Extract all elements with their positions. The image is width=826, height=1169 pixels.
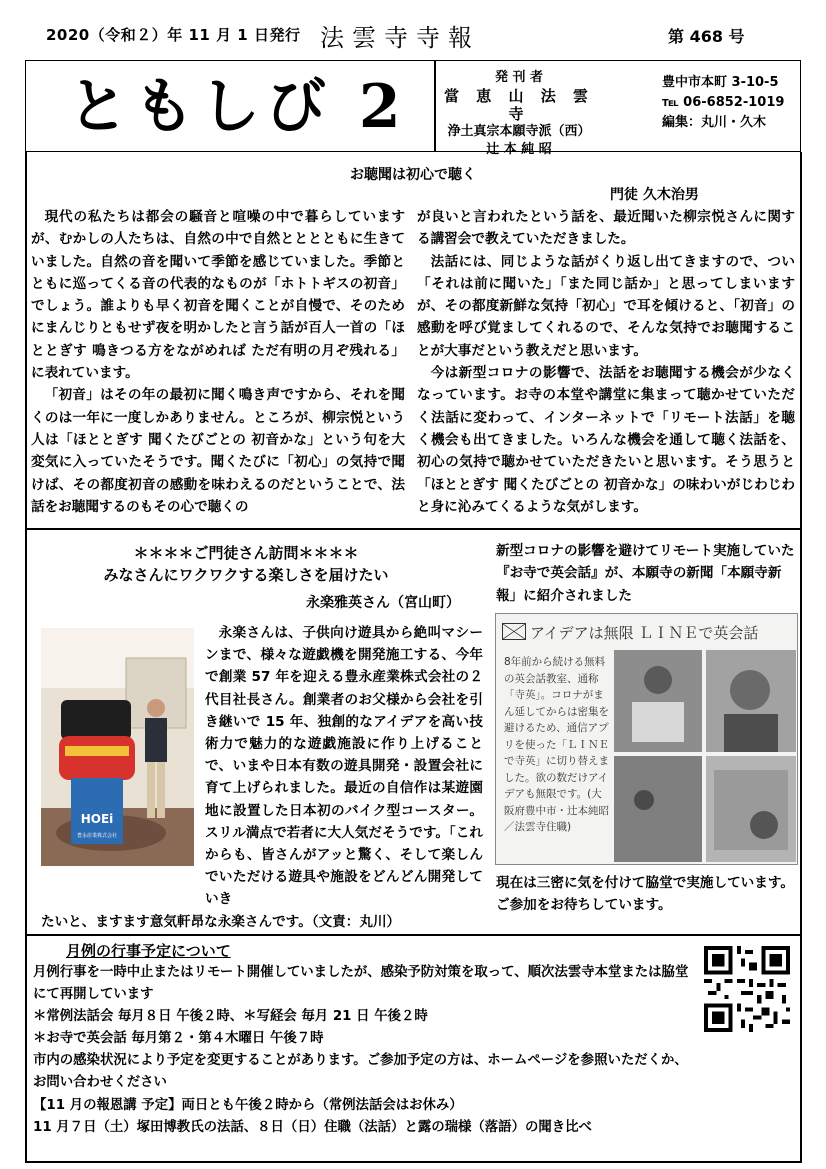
member-photo [41, 628, 194, 866]
photo-illustration [41, 628, 194, 866]
news-text: 新型コロナの影響を避けてリモート実施していた『お寺で英会話』が、本願寺の新聞「本願寺新報」に紹介されました [496, 543, 795, 604]
photo-sign-text: HOEi [80, 812, 114, 826]
feature-heading: ＊＊＊＊ご門徒さん訪問＊＊＊＊ [133, 544, 359, 562]
sect-name: 浄土真宗本願寺派（西） [447, 124, 591, 139]
paragraph: 法話には、同じような話がくり返し出てきますので、つい「それは前に聞いた」「また同じ話か」と思ってしまいますが、その都度新鮮な気持「初心」で耳を傾けると、「初音」の感動を呼び覚ましてくれるので、そんな気持でお聴聞することが大事だという教えだと思います。 [417, 253, 795, 359]
editors: 編集：丸川・久木 [662, 115, 767, 130]
section-divider [25, 528, 802, 530]
priest-name: 辻 本 純 昭 [486, 142, 552, 157]
masthead-divider [434, 61, 436, 151]
frame-bottom [25, 1161, 802, 1163]
feature-closing: たいと、ますます意気軒昂な永楽さんです。（文責：丸川） [41, 914, 401, 930]
phone: ℡ 06-6852-1019 [662, 95, 785, 110]
events-title: 月例の行事予定について [66, 942, 231, 960]
photo-sign-subtext: 豊永産業株式会社 [76, 833, 118, 839]
paragraph: が良いと言われたという話を、最近聞いた柳宗悦さんに関する講習会で教えていただきました。 [417, 209, 795, 248]
publisher-block [444, 69, 594, 159]
events-line: 市内の感染状況により予定を変更することがあります。ご参加予定の方は、ホームページを参照いただくか、お問い合わせください [33, 1053, 688, 1091]
newsletter-title: ともしび 2 [68, 72, 407, 142]
events-line: ＊常例法話会 毎月８日 午後２時、＊写経会 毎月 21 日 午後２時 [33, 1009, 428, 1025]
events-line: 月例行事を一時中止またはリモート開催していましたが、感染予防対策を取って、順次法雲寺本堂または脇堂にて再開しています [33, 965, 689, 1003]
issue-number: 第 468 号 [668, 27, 745, 46]
video-call-photos [614, 650, 796, 862]
newsletter-name: 法雲寺寺報 [320, 24, 480, 52]
feature-subtitle: みなさんにワクワクする楽しさを届けたい [103, 566, 389, 584]
paragraph: 現代の私たちは都会の騒音と喧噪の中で暮らしていますが、むかしの人たちは、自然の中で自然とととともに生きていました。自然の音を聞いて季節を感じていました。季節とともに巡ってくる音の代表的なものが「ホトトギスの初音」でしょう。誰よりも早く初音を聞くことが自慢で、そのためにまんじりともせず夜を明かしたと言う話が百人一首の「ほととぎす 鳴きつる方をながめれば ただ有明の月ぞ残れる」に表れています。 [31, 209, 405, 382]
qr-code[interactable] [704, 946, 790, 1032]
feature-body [205, 622, 483, 911]
paragraph: 永楽さんは、子供向け遊具から絶叫マシーンまで、様々な遊戯機を開発施工する、今年で創業 57 年を迎える豊永産業株式会社の２代目社長さん。創業者のお父様から会社を引き継いで 15 年、独創的なアイデアを高い技術力で魅力的な遊戯施設に作り上げることで、いまや日本有数の遊具開発・設置会社に育て上げられました。最近の自信作は某遊園地に設置した日本初のバイク型コースター。スリル満点で若者に大人気だそうです。「これからも、皆さんがアッと驚く、そして楽しんでいただける遊具や施設をどんどん開発していき [205, 625, 483, 908]
paragraph: 「初音」はその年の最初に聞く鳴き声ですから、それを聞くのは一年に一度しかありません。ところが、柳宗悦という人は「ほととぎす 聞くたびごとの 初音かな」という句を大変気に入っていたそうです。聞くたびに「初心」の気持で聞けば、その都度初音の感動を味わえるのだということで、法話をお聴聞するのもその心で聴くの [31, 387, 405, 515]
contact-block [662, 73, 784, 133]
temple-name: 當 恵 山 法 雲 寺 [444, 87, 594, 123]
article-author: 門徒 久木治男 [610, 187, 699, 203]
frame-right [800, 152, 802, 1162]
events-line: 【11 月の報恩講 予定】両日とも午後２時から（常例法話会はお休み） [33, 1097, 463, 1113]
clipping-title [502, 622, 758, 643]
mail-icon [502, 623, 526, 640]
newspaper-clipping [495, 613, 798, 865]
address: 豊中市本町 3-10-5 [662, 75, 779, 90]
frame-left [25, 152, 27, 1162]
feature-author: 永楽雅英さん（宮山町） [306, 595, 460, 611]
masthead [25, 60, 801, 157]
events-line: 11 月７日（土）塚田博教氏の法話、８日（日）住職（法話）と露の瑞様（落語）の聞き比べ [33, 1119, 592, 1135]
issue-date: 2020（令和２）年 11 月 1 日発行 [46, 26, 301, 44]
events-body [33, 962, 693, 1139]
section-divider [25, 934, 802, 936]
clipping-body: 8年前から続ける無料の英会話教室、通称「寺英」。コロナがまん延してからは密集を避けるため、通信アプリを使った「ＬＩＮＥで寺英」に切り替えました。欲の数だけアイデアも無限です。(大阪府豊中市・辻本純昭／法雲寺住職) [504, 656, 609, 833]
article-column [31, 206, 405, 518]
article-title: お聴聞は初心で聴く [350, 167, 476, 183]
publisher-label: 発 刊 者 [494, 70, 544, 85]
article-column [417, 206, 795, 518]
photo-caption: 現在は三密に気を付けて脇堂で実施しています。ご参加をお待ちしています。 [496, 875, 794, 914]
paragraph: 今は新型コロナの影響で、法話をお聴聞する機会が少なくなっています。お寺の本堂や講堂に集まって聴かせていただく法話に変わって、インターネットで「リモート法話」を聴く機会も出てきました。いろんな機会を通して聴く法話を、初心の気持で聴かせていただきたいと思います。そう思うと「ほととぎす 聞くたびごとの 初音かな」の味わいがじわじわと身に沁みてくるような気がします。 [417, 365, 795, 515]
events-line: ＊お寺で英会話 毎月第２・第４木曜日 午後７時 [33, 1031, 324, 1047]
clipping-title-text: アイデアは無限 ＬＩＮＥで英会話 [530, 624, 759, 642]
